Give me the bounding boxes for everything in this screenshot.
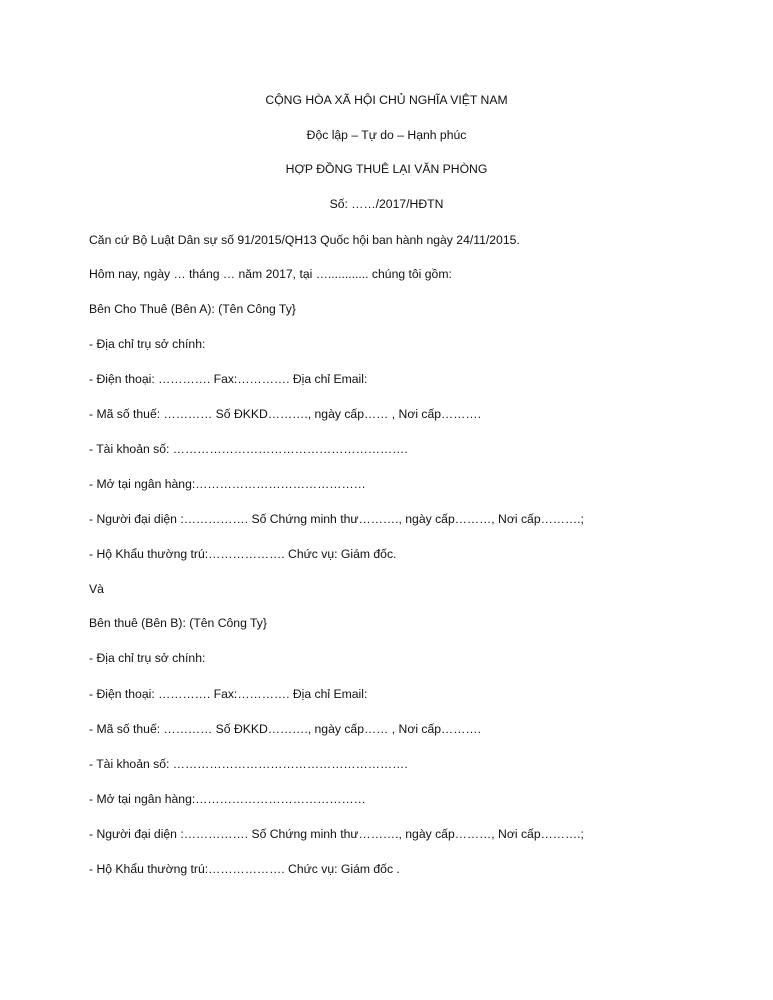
party-b-tax: - Mã số thuế: ………… Số ĐKKD………., ngày cấp…… , Nơi cấp……….	[89, 722, 482, 736]
party-a-heading: Bên Cho Thuê (Bên A): (Tên Công Ty}	[89, 302, 296, 316]
party-b-bank: - Mở tại ngân hàng:……………………………………	[89, 792, 366, 806]
legal-basis: Căn cứ Bộ Luật Dân sự số 91/2015/QH13 Quốc hội ban hành ngày 24/11/2015.	[89, 233, 520, 247]
party-a-account: - Tài khoản số: ………………………………………………….	[89, 442, 408, 456]
party-a-phone: - Điện thoại: …………. Fax:…………. Địa chỉ Email:	[89, 372, 368, 386]
document-number: Số: ……/2017/HĐTN	[329, 197, 444, 211]
party-a-bank: - Mở tại ngân hàng:……………………………………	[89, 477, 366, 491]
party-b-residence: - Hộ Khẩu thường trú:………………. Chức vụ: Giám đốc .	[89, 862, 400, 876]
party-b-account: - Tài khoản số: ………………………………………………….	[89, 757, 408, 771]
nation-heading: CỘNG HÒA XÃ HỘI CHỦ NGHĨA VIỆT NAM	[265, 93, 508, 107]
party-b-address: - Địa chỉ trụ sở chính:	[89, 651, 206, 665]
party-b-heading: Bên thuê (Bên B): (Tên Công Ty}	[89, 616, 267, 630]
today-statement: Hôm nay, ngày … tháng … năm 2017, tại …............ chúng tôi gồm:	[89, 267, 452, 281]
conjunction: Và	[89, 582, 104, 596]
party-a-tax: - Mã số thuế: ………… Số ĐKKD………., ngày cấp…… , Nơi cấp……….	[89, 407, 482, 421]
party-a-representative: - Người đại diện :……………. Số Chứng minh thư………., ngày cấp………, Nơi cấp……….;	[89, 512, 584, 526]
document-title: HỢP ĐỒNG THUÊ LẠI VĂN PHÒNG	[285, 162, 488, 176]
party-b-phone: - Điện thoại: …………. Fax:…………. Địa chỉ Email:	[89, 687, 368, 701]
motto: Độc lập – Tự do – Hạnh phúc	[306, 128, 467, 142]
party-b-representative: - Người đại diện :……………. Số Chứng minh thư………., ngày cấp………, Nơi cấp……….;	[89, 827, 584, 841]
party-a-residence: - Hộ Khẩu thường trú:………………. Chức vụ: Giám đốc.	[89, 547, 397, 561]
party-a-address: - Địa chỉ trụ sở chính:	[89, 337, 206, 351]
